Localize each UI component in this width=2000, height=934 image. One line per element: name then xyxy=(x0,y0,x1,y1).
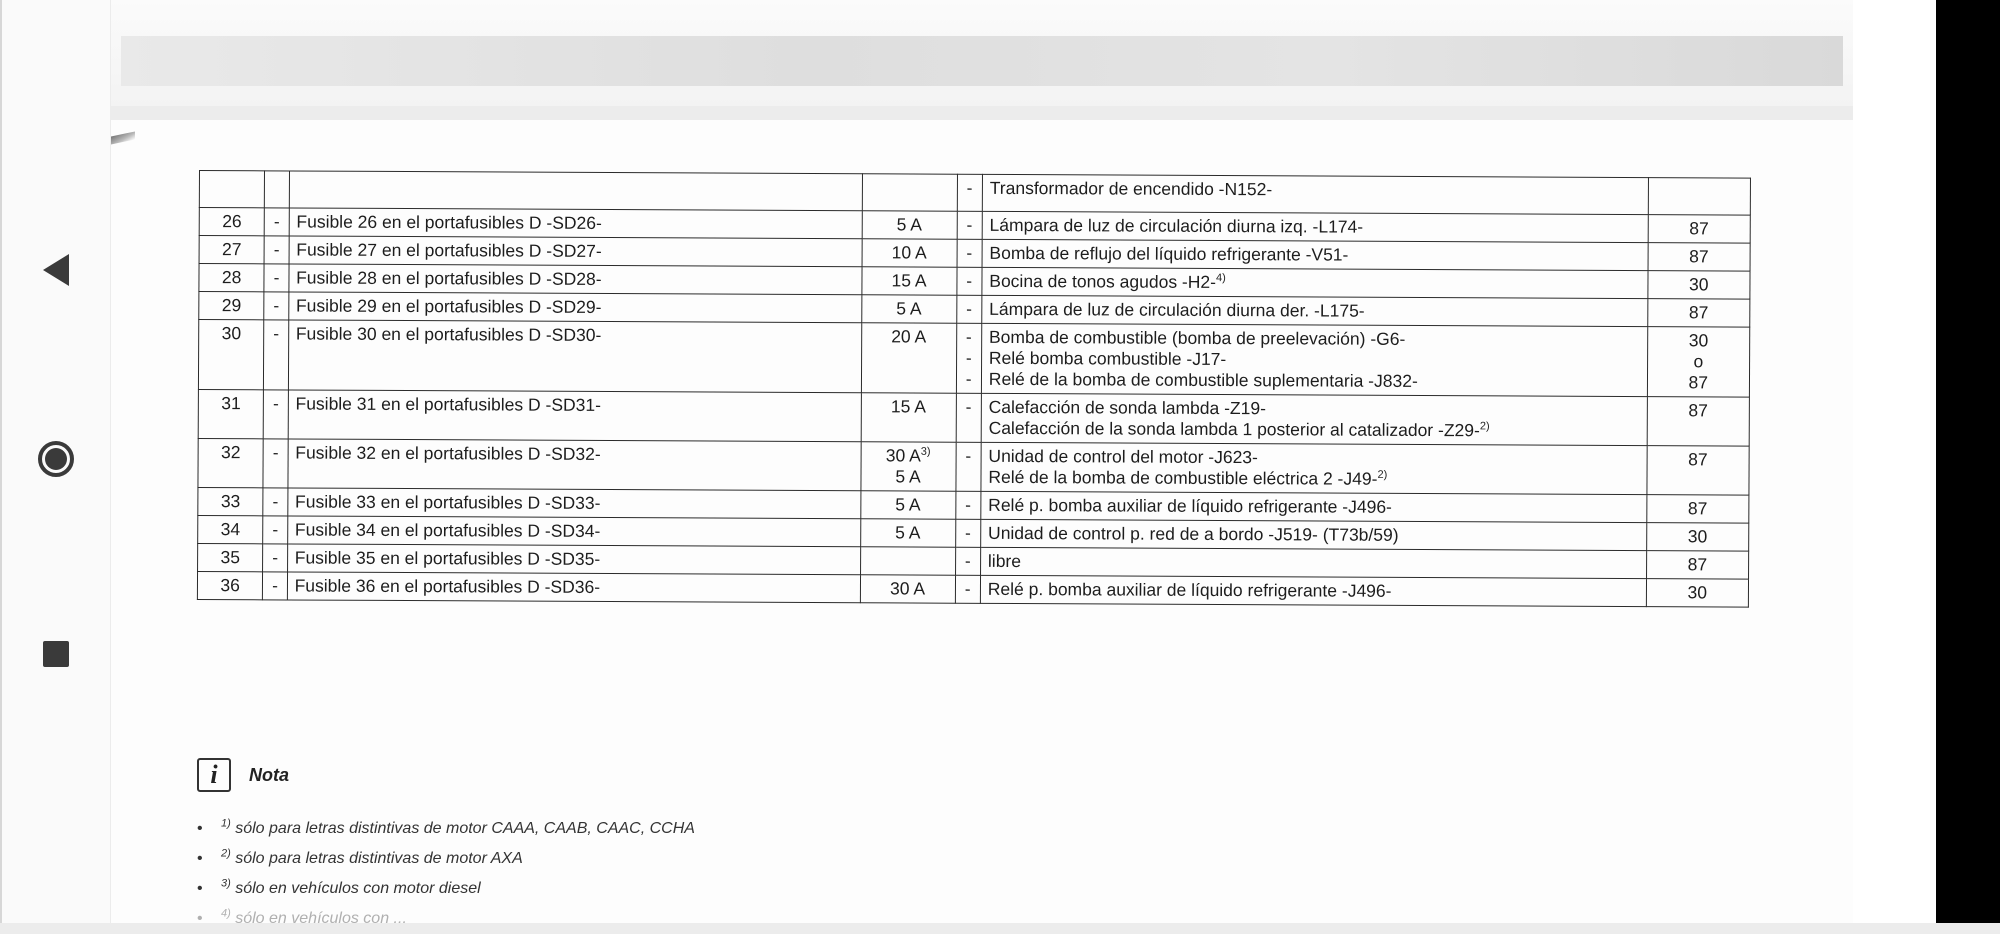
dash-text: - xyxy=(272,519,279,540)
component-text: Bomba de reflujo del líquido refrigerante -V51- xyxy=(989,242,1349,265)
fuse-number xyxy=(199,236,265,264)
terminal-text: 30 xyxy=(1687,526,1708,547)
dash-text: - xyxy=(964,522,971,543)
terminal-text: 30 xyxy=(1687,582,1708,603)
fuse-description-text: Fusible 34 en el portafusibles D -SD34- xyxy=(294,519,601,541)
dash-text: - xyxy=(272,547,279,568)
amperage-text: 5 A xyxy=(896,214,922,235)
fuse-amperage xyxy=(861,295,956,323)
fuse-description xyxy=(288,292,861,323)
dash-text: - xyxy=(965,494,972,515)
dash-text: - xyxy=(966,214,973,235)
terminal xyxy=(1646,579,1749,608)
note-text: sólo para letras distintivas de motor CAAA, CAAB, CAAC, CCHA xyxy=(230,820,695,837)
dash-cell xyxy=(956,295,981,323)
terminal xyxy=(1647,327,1750,397)
note-list xyxy=(197,814,1097,934)
dash-cell xyxy=(264,292,288,320)
previous-page-content xyxy=(121,36,1843,86)
dash-cell xyxy=(957,211,982,239)
fuse-description xyxy=(287,516,860,547)
dash-text: - xyxy=(966,242,973,263)
connected-component xyxy=(982,267,1648,298)
fuse-amperage xyxy=(861,267,956,295)
fuse-amperage xyxy=(860,519,955,547)
note-item xyxy=(197,814,1097,844)
amperage-text: 30 A xyxy=(889,578,926,599)
right-margin xyxy=(1853,0,1936,923)
dash-cell xyxy=(264,236,288,264)
dash-cell xyxy=(955,491,980,519)
amperage-text: 5 A xyxy=(895,522,921,543)
terminal-text: 30 xyxy=(1688,274,1709,295)
dash-cell xyxy=(955,575,980,603)
dash-cell xyxy=(263,439,288,488)
fuse-number-text: 36 xyxy=(220,575,240,596)
fuse-amperage xyxy=(862,211,957,239)
component-line: Calefacción de sonda lambda -Z19- xyxy=(988,396,1266,419)
fuse-number xyxy=(199,264,265,292)
terminal xyxy=(1646,523,1749,552)
fuse-table xyxy=(197,170,1751,608)
dash-cell xyxy=(265,208,289,236)
fuse-number xyxy=(198,389,264,438)
dash-text: - xyxy=(273,239,280,260)
fuse-number-text: 33 xyxy=(220,491,241,512)
fuse-description xyxy=(287,488,860,519)
dash-text: - xyxy=(965,368,972,389)
dash-text: - xyxy=(272,393,279,414)
terminal xyxy=(1646,551,1749,580)
recent-apps-button[interactable] xyxy=(32,630,80,678)
fuse-description xyxy=(287,544,860,575)
connected-component xyxy=(981,519,1647,550)
component-text: Bocina de tonos agudos -H2- xyxy=(989,270,1217,292)
fuse-amperage xyxy=(861,393,956,442)
fuse-amperage xyxy=(860,547,955,575)
dash-text: - xyxy=(965,326,972,347)
fuse-description-text: Fusible 26 en el portafusibles D -SD26- xyxy=(296,211,602,233)
fuse-description xyxy=(288,439,861,491)
fuse-description xyxy=(287,572,860,603)
fuse-number xyxy=(199,208,265,236)
amperage-text: 5 A xyxy=(895,494,921,515)
connected-component xyxy=(981,491,1647,522)
terminal-text: 87 xyxy=(1688,302,1709,323)
fuse-number-text: 29 xyxy=(221,295,242,316)
footnote-ref: 4) xyxy=(1215,272,1226,285)
fuse-description-text: Fusible 31 en el portafusibles D -SD31- xyxy=(295,393,602,415)
footnote-marker: 3) xyxy=(221,877,231,890)
page-edge-mark xyxy=(111,131,135,144)
table-header-row: - Transformador de encendido -N152- xyxy=(199,171,1750,216)
terminal-text: 87 xyxy=(1687,498,1708,519)
dash-cell xyxy=(955,547,980,575)
terminal xyxy=(1648,215,1751,244)
terminal-line: 30 xyxy=(1688,330,1709,351)
document-page[interactable] xyxy=(111,120,1853,927)
connected-component xyxy=(980,575,1646,606)
component-text: Relé p. bomba auxiliar de líquido refrigerante -J496- xyxy=(987,578,1392,601)
amperage-text: 10 A xyxy=(891,242,927,263)
fuse-table-container xyxy=(197,170,1751,608)
fuse-number-text: 31 xyxy=(221,393,241,414)
terminal-text: 87 xyxy=(1689,246,1709,267)
dash-cell xyxy=(263,488,287,516)
fuse-number-text: 28 xyxy=(221,267,242,288)
component-text: libre xyxy=(987,550,1022,572)
navigation-rail xyxy=(0,0,110,923)
connected-component xyxy=(980,547,1646,578)
amperage-text: 15 A xyxy=(891,270,927,291)
dash-cell xyxy=(955,519,980,547)
dash-cell xyxy=(956,267,981,295)
dash-text: - xyxy=(964,550,971,571)
amperage-text: 15 A xyxy=(890,396,926,417)
fuse-description-text: Fusible 32 en el portafusibles D -SD32- xyxy=(295,442,601,464)
terminal xyxy=(1646,495,1749,524)
dash-text: - xyxy=(966,270,973,291)
footnote-marker: 1) xyxy=(221,817,231,830)
component-text: Lámpara de luz de circulación diurna izq. -L174- xyxy=(989,214,1364,237)
fuse-description xyxy=(289,264,862,295)
fuse-description-text: Fusible 30 en el portafusibles D -SD30- xyxy=(295,323,602,345)
dash-text: - xyxy=(966,298,972,319)
dash-text: - xyxy=(965,445,972,466)
fuse-number-text: 35 xyxy=(220,547,241,568)
fuse-number xyxy=(199,292,265,320)
fuse-amperage xyxy=(860,491,955,519)
dash-cell xyxy=(264,264,288,292)
component-line: Relé de la bomba de combustible suplementaria -J832- xyxy=(988,368,1418,391)
dash-text: - xyxy=(273,267,280,288)
home-button[interactable] xyxy=(32,435,80,483)
fuse-description-text: Fusible 36 en el portafusibles D -SD36- xyxy=(294,575,601,597)
fuse-number xyxy=(198,438,264,487)
header-connection: Transformador de encendido -N152- xyxy=(982,174,1648,214)
fuse-amperage xyxy=(861,442,956,491)
dash-text: - xyxy=(272,442,279,463)
home-icon xyxy=(38,441,74,477)
back-icon xyxy=(43,254,69,286)
fuse-number xyxy=(198,487,264,515)
dash-text: - xyxy=(272,575,278,596)
terminal-text: 87 xyxy=(1689,218,1709,239)
table-row xyxy=(198,389,1749,446)
dash-cell xyxy=(957,239,982,267)
note-item xyxy=(197,874,1097,904)
fuse-number-text: 32 xyxy=(221,442,241,463)
amperage-text: 5 A xyxy=(896,298,922,319)
right-system-bar xyxy=(1936,0,2000,923)
terminal-text: 87 xyxy=(1688,449,1708,470)
dash-cell xyxy=(263,516,287,544)
fuse-number xyxy=(197,571,263,599)
connected-component xyxy=(982,239,1648,270)
component-text: Unidad de control p. red de a bordo -J519- (T73b/59) xyxy=(988,522,1399,545)
dash-cell xyxy=(264,320,289,390)
note-text: sólo para letras distintivas de motor AXA xyxy=(230,850,523,867)
back-button[interactable] xyxy=(32,246,80,294)
dash-text: - xyxy=(964,578,971,599)
dash-text: - xyxy=(272,491,279,512)
table-row xyxy=(198,320,1749,398)
fuse-number-text: 30 xyxy=(221,323,242,344)
note-text: sólo en vehículos con ... xyxy=(230,910,407,927)
connected-component xyxy=(981,323,1647,396)
fuse-description-text: Fusible 28 en el portafusibles D -SD28- xyxy=(296,267,602,289)
terminal-line: o xyxy=(1693,351,1704,372)
connected-component xyxy=(982,295,1648,326)
note-title: Nota xyxy=(249,765,289,785)
fuse-description-text: Fusible 27 en el portafusibles D -SD27- xyxy=(296,239,602,261)
fuse-description xyxy=(289,208,862,239)
component-line: Bomba de combustible (bomba de preelevación) -G6- xyxy=(988,326,1406,349)
terminal xyxy=(1647,299,1750,328)
note-item xyxy=(197,904,1097,934)
dash-cell xyxy=(955,442,981,491)
dash-text: - xyxy=(273,295,280,316)
amperage-text: 20 A xyxy=(891,326,927,347)
fuse-amperage xyxy=(862,239,957,267)
terminal xyxy=(1647,397,1750,446)
fuse-number-text: 26 xyxy=(222,211,242,232)
note-item xyxy=(197,844,1097,874)
component-line: Calefacción de la sonda lambda 1 posterior al catalizador -Z29- xyxy=(988,417,1480,441)
terminal-text: 87 xyxy=(1688,400,1708,421)
fuse-number xyxy=(198,515,264,543)
dash-cell xyxy=(956,393,982,442)
component-text: Lámpara de luz de circulación diurna der. -L175- xyxy=(989,298,1365,321)
terminal-text: 87 xyxy=(1687,554,1708,575)
amperage-line: 30 A xyxy=(885,445,921,466)
component-text: Relé p. bomba auxiliar de líquido refrigerante -J496- xyxy=(988,494,1392,517)
terminal xyxy=(1647,271,1750,300)
footnote-marker: 4) xyxy=(221,907,231,920)
fuse-number-text: 34 xyxy=(220,519,241,540)
fuse-description xyxy=(288,320,861,393)
connected-component xyxy=(982,211,1648,242)
component-line: Unidad de control del motor -J623- xyxy=(988,445,1258,468)
component-line: Relé bomba combustible -J17- xyxy=(988,347,1227,370)
component-line: Relé de la bomba de combustible eléctrica 2 -J49- xyxy=(988,466,1378,489)
fuse-description xyxy=(289,236,862,267)
fuse-number xyxy=(198,320,264,390)
recent-apps-icon xyxy=(43,641,69,667)
footnote-marker: 2) xyxy=(221,847,231,860)
fuse-number-text: 27 xyxy=(222,239,242,260)
fuse-description xyxy=(288,390,861,442)
terminal xyxy=(1648,243,1751,272)
fuse-description-text: Fusible 35 en el portafusibles D -SD35- xyxy=(294,547,601,569)
fuse-description-text: Fusible 33 en el portafusibles D -SD33- xyxy=(295,491,601,513)
fuse-amperage xyxy=(861,323,956,393)
dash-text: - xyxy=(965,396,972,417)
connected-component xyxy=(981,393,1647,445)
info-icon: i xyxy=(197,758,231,792)
dash-cell xyxy=(264,390,289,439)
fuse-amperage xyxy=(860,575,955,603)
table-row xyxy=(198,438,1749,495)
fuse-description-text: Fusible 29 en el portafusibles D -SD29- xyxy=(295,295,602,317)
amperage-line: 5 A xyxy=(895,466,921,487)
dash-cell xyxy=(263,544,287,572)
terminal-line: 87 xyxy=(1688,372,1709,393)
dash-text: - xyxy=(965,347,972,368)
fuse-number xyxy=(198,543,264,571)
previous-page xyxy=(111,0,1853,106)
dash-cell xyxy=(956,323,982,393)
footnote-ref: 3) xyxy=(920,445,931,458)
note-text: sólo en vehículos con motor diesel xyxy=(230,880,481,897)
connected-component xyxy=(981,442,1647,494)
footnote-ref: 2) xyxy=(1377,468,1388,481)
dash-text: - xyxy=(273,211,280,232)
terminal xyxy=(1647,446,1750,495)
dash-cell xyxy=(263,572,287,600)
footnote-ref: 2) xyxy=(1479,420,1490,433)
dash-text: - xyxy=(273,323,280,344)
